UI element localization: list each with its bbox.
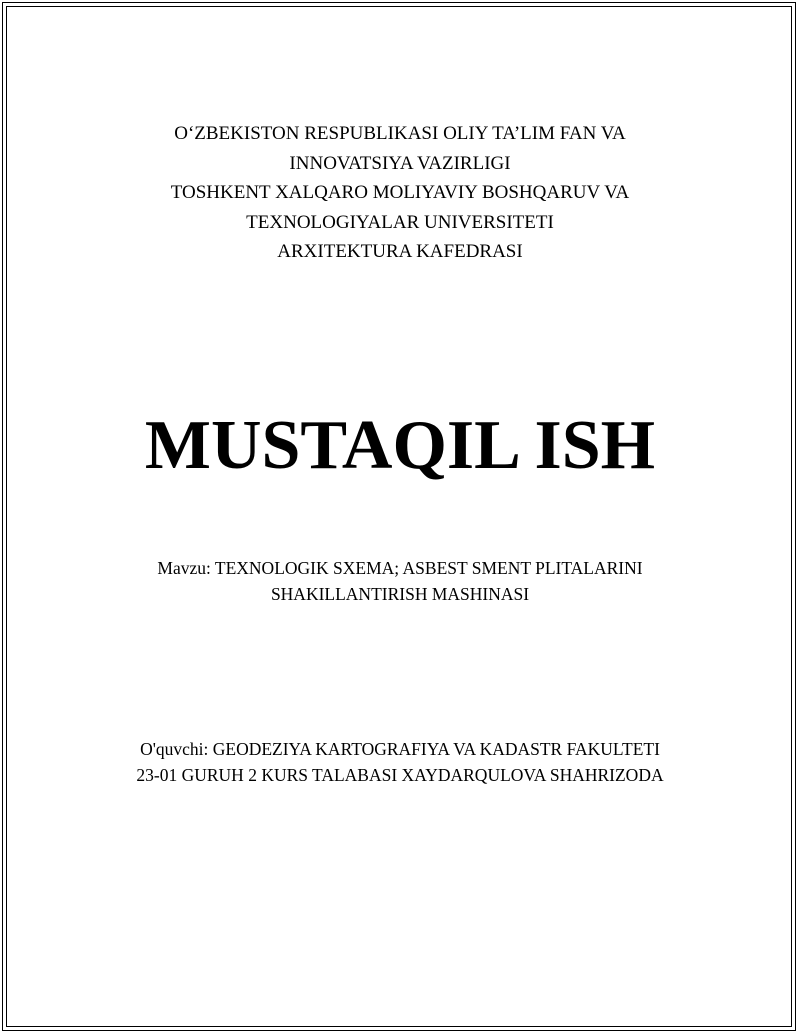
- student-line-2: 23-01 GURUH 2 KURS TALABASI XAYDARQULOVA SHAHRIZODA: [136, 765, 664, 785]
- institution-header: [0, 119, 800, 267]
- topic-line-1: Mavzu: TEXNOLOGIK SXEMA; ASBEST SMENT PLITALARINI: [157, 558, 643, 578]
- topic-line-2: SHAKILLANTIRISH MASHINASI: [270, 584, 530, 604]
- header-line-1: O‘ZBEKISTON RESPUBLIKASI OLIY TA’LIM FAN VA: [174, 123, 626, 144]
- student-block: [0, 736, 800, 788]
- header-line-5: ARXITEKTURA KAFEDRASI: [277, 241, 523, 262]
- topic-block: [0, 555, 800, 607]
- header-line-3: TOSHKENT XALQARO MOLIYAVIY BOSHQARUV VA: [170, 182, 630, 203]
- student-line-1: O'quvchi: GEODEZIYA KARTOGRAFIYA VA KADASTR FAKULTETI: [140, 739, 660, 759]
- document-title: MUSTAQIL ISH: [144, 407, 656, 484]
- header-line-2: INNOVATSIYA VAZIRLIGI: [289, 152, 511, 174]
- header-line-4: TEXNOLOGIYALAR UNIVERSITETI: [246, 211, 554, 233]
